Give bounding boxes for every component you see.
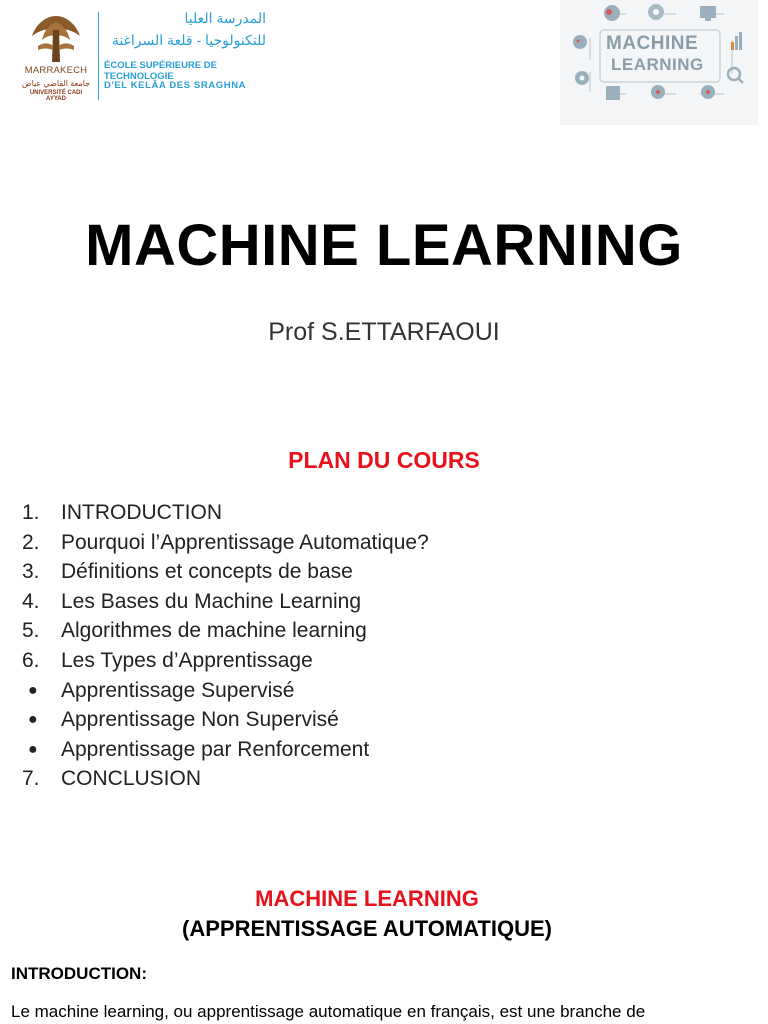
outline-item-text: Pourquoi l’Apprentissage Automatique? [61,530,429,554]
school-name-arabic-line2: للتكنولوجيا - قلعة السراغنة [111,32,266,48]
university-name-latin: UNIVERSITÉ CADI AYYAD [29,90,83,102]
plan-heading: PLAN DU COURS [288,447,480,473]
list-number: 6. [22,648,40,672]
document-title: MACHINE LEARNING [85,213,683,278]
outline-item-text: Les Types d’Apprentissage [61,648,313,672]
school-name-arabic-line1: المدرسة العليا [184,10,266,26]
course-outline-list [0,500,768,796]
network-icon [575,71,589,85]
institution-logo [20,10,270,102]
outline-item-text: INTRODUCTION [61,501,222,524]
list-number: 3. [22,560,40,584]
illustration-word-learning: LEARNING [611,55,704,74]
list-number: 7. [22,767,40,791]
outline-item-text: Définitions et concepts de base [61,560,353,584]
document-header [0,0,768,130]
university-emblem [20,10,92,102]
outline-item-text: CONCLUSION [61,767,202,791]
outline-item [0,500,768,530]
bullet-marker: ● [28,681,38,699]
outline-item-text: Apprentissage Non Supervisé [61,708,339,732]
brain-icon [604,5,620,21]
chart-icon [731,32,742,50]
outline-item [0,589,768,619]
outline-item [0,707,768,737]
palm-emblem-icon [26,10,86,66]
introduction-paragraph: Le machine learning, ou apprentissage automatique en français, est une branche de [11,1002,646,1021]
outline-item-text: Algorithmes de machine learning [61,619,367,643]
list-number: 2. [22,530,40,554]
outline-item-text: Apprentissage Supervisé [61,678,295,702]
bullet-marker: ● [28,711,38,729]
illustration-word-machine: MACHINE [606,33,699,54]
logo-divider [98,12,99,100]
school-name-french-line2: D'EL KELÂA DES SRAGHNA [104,80,247,91]
database-icon [606,85,715,100]
introduction-heading: INTRODUCTION: [11,964,147,983]
outline-item [0,648,768,678]
outline-item [0,559,768,589]
robot-icon [573,35,587,49]
outline-item [0,530,768,560]
school-name-french-line1: ÉCOLE SUPÉRIEURE DE TECHNOLOGIE [104,60,217,82]
bullet-marker: ● [28,740,38,758]
list-number: 1. [22,501,40,524]
gear-icon [648,4,664,20]
university-city: MARRAKECH [24,65,88,76]
outline-item [0,737,768,767]
outline-item-text: Apprentissage par Renforcement [61,737,370,761]
section-title: MACHINE LEARNING [255,886,479,911]
section-subtitle: (APPRENTISSAGE AUTOMATIQUE) [182,916,552,941]
outline-item [0,766,768,796]
list-number: 4. [22,589,40,613]
monitor-icon [700,6,716,21]
machine-learning-illustration [560,0,758,125]
list-number: 5. [22,619,40,643]
outline-item [0,618,768,648]
author-name: Prof S.ETTARFAOUI [268,318,500,346]
outline-item-text: Les Bases du Machine Learning [61,589,362,613]
search-icon [728,68,743,83]
outline-item [0,678,768,708]
university-name-arabic: جامعة القاضي عياض [21,79,91,88]
